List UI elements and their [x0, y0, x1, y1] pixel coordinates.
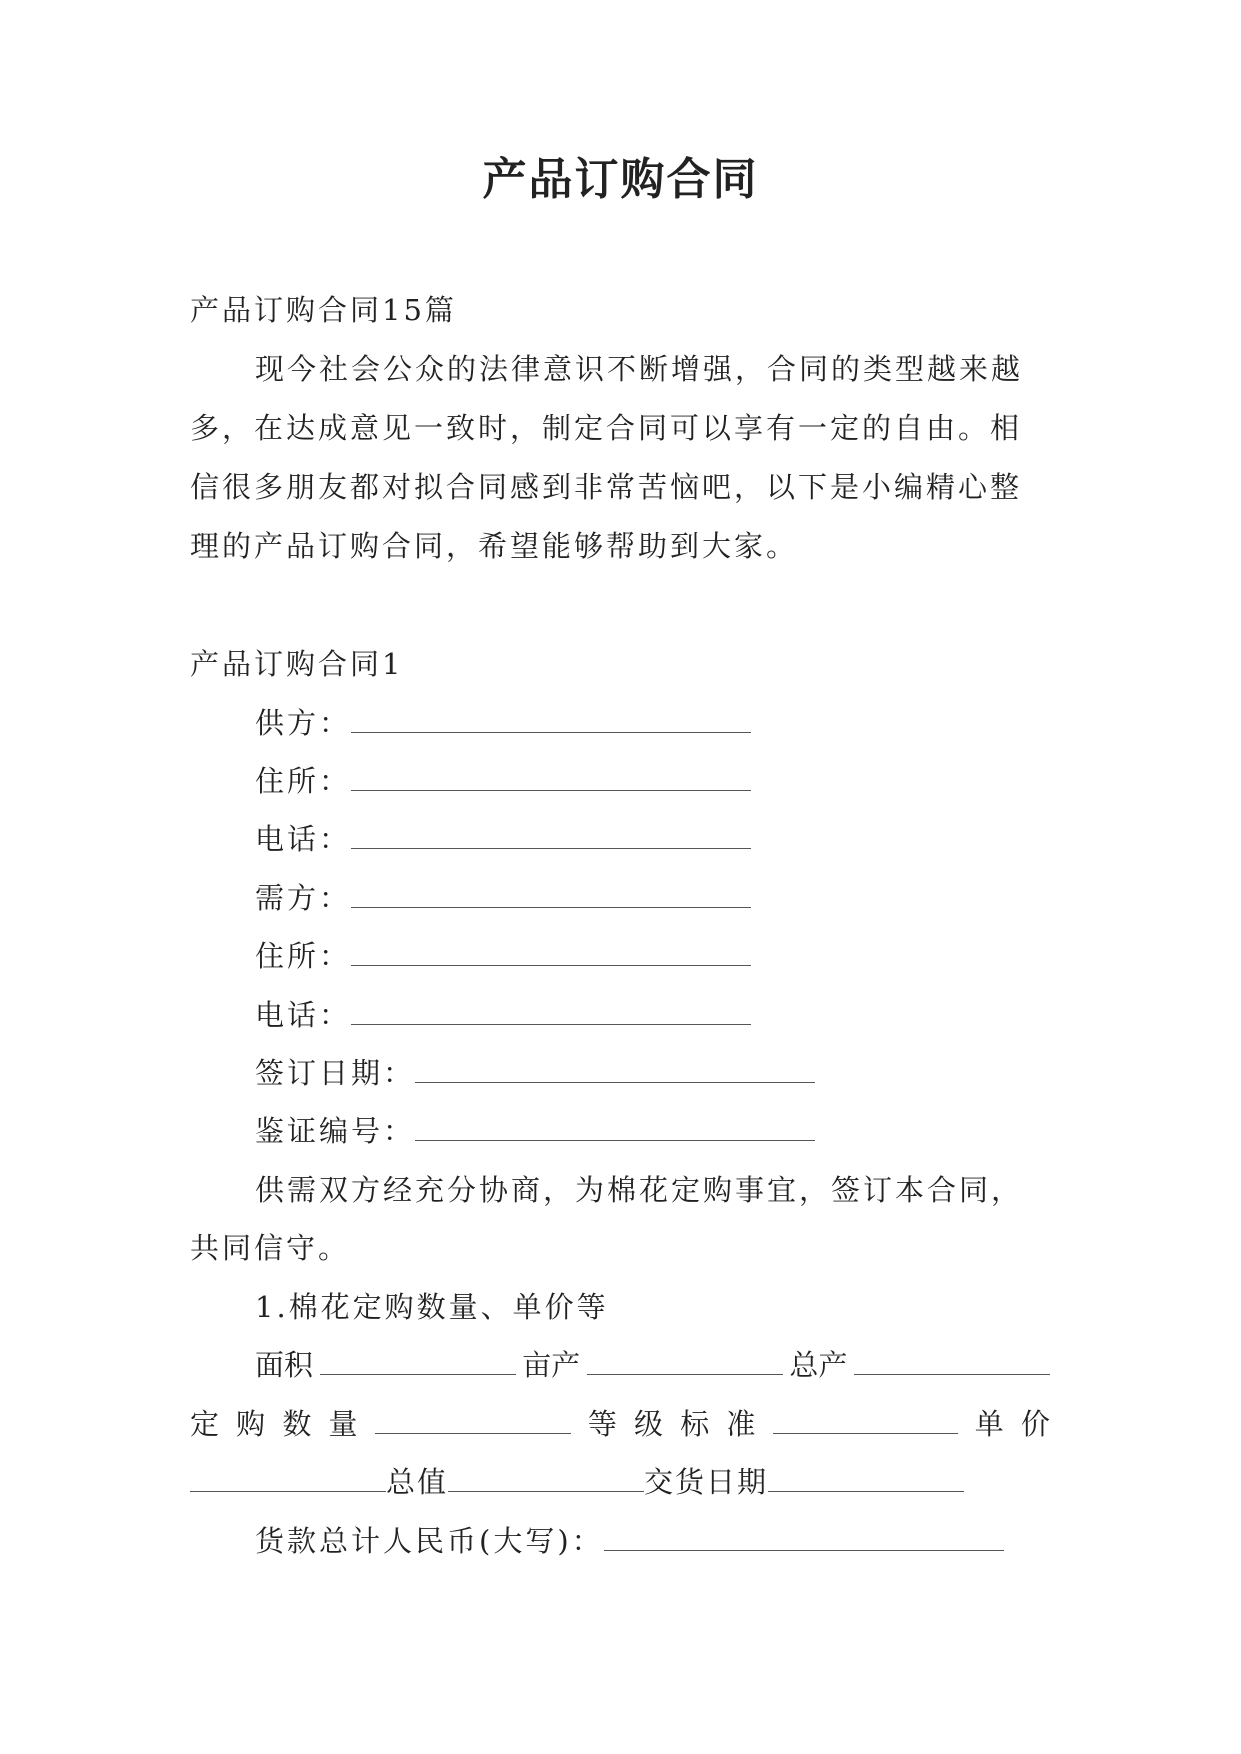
supplier-phone-blank[interactable]	[351, 822, 751, 849]
payment-total-field	[255, 1521, 1004, 1561]
intro-line-1: 现今社会公众的法律意识不断增强，合同的类型越来越	[255, 352, 1024, 386]
buyer-field	[255, 878, 751, 918]
total-output-blank[interactable]	[854, 1348, 1050, 1375]
grade-std-char-3: 标	[680, 1407, 710, 1441]
cert-no-field	[255, 1111, 815, 1151]
order-qty-char-3: 数	[282, 1407, 312, 1441]
yield-per-mu-blank[interactable]	[587, 1348, 783, 1375]
cert-no-label: 鉴证编号：	[255, 1114, 416, 1148]
quantity-row-1	[255, 1345, 1050, 1385]
yield-per-mu-label: 亩产	[522, 1348, 581, 1382]
order-qty-char-1: 定	[190, 1407, 220, 1441]
supplier-address-label: 住所：	[255, 764, 352, 798]
contract-heading: 产品订购合同1	[190, 647, 404, 681]
supplier-address-blank[interactable]	[351, 764, 751, 791]
quantity-row-3	[190, 1462, 964, 1502]
supplier-field	[255, 703, 751, 743]
order-qty-char-4: 量	[328, 1407, 358, 1441]
supplier-phone-field	[255, 819, 751, 859]
document-title: 产品订购合同	[482, 154, 759, 205]
preamble-line-2: 共同信守。	[190, 1231, 351, 1265]
preamble-line-1: 供需双方经充分协商，为棉花定购事宜，签订本合同，	[255, 1173, 1024, 1207]
quantity-row-2	[190, 1404, 1050, 1444]
unit-price-blank[interactable]	[190, 1465, 386, 1492]
supplier-address-field	[255, 761, 751, 801]
unit-price-char-1: 单	[974, 1407, 1004, 1441]
sign-date-field	[255, 1053, 815, 1093]
delivery-date-blank[interactable]	[768, 1465, 964, 1492]
cert-no-blank[interactable]	[415, 1114, 815, 1141]
buyer-address-field	[255, 936, 751, 976]
grade-std-char-4: 准	[726, 1407, 756, 1441]
buyer-phone-label: 电话：	[255, 998, 352, 1032]
total-value-label: 总值	[386, 1465, 449, 1499]
sign-date-label: 签订日期：	[255, 1056, 416, 1090]
buyer-address-label: 住所：	[255, 939, 352, 973]
buyer-address-blank[interactable]	[351, 939, 751, 966]
area-blank[interactable]	[320, 1348, 516, 1375]
supplier-phone-label: 电话：	[255, 822, 352, 856]
grade-std-char-2: 级	[634, 1407, 664, 1441]
buyer-blank[interactable]	[351, 881, 751, 908]
unit-price-char-2: 价	[1020, 1407, 1050, 1441]
buyer-phone-blank[interactable]	[351, 998, 751, 1025]
document-subtitle: 产品订购合同15篇	[190, 293, 457, 327]
order-qty-char-2: 购	[236, 1407, 266, 1441]
area-label: 面积	[255, 1348, 314, 1382]
sign-date-blank[interactable]	[415, 1056, 815, 1083]
clause-1-title: 1.棉花定购数量、单价等	[255, 1290, 609, 1324]
intro-line-3: 信很多朋友都对拟合同感到非常苦恼吧，以下是小编精心整	[190, 470, 1023, 504]
total-output-label: 总产	[789, 1348, 848, 1382]
grade-std-char-1: 等	[587, 1407, 617, 1441]
buyer-phone-field	[255, 995, 751, 1035]
supplier-blank[interactable]	[351, 706, 751, 733]
buyer-label: 需方：	[255, 881, 352, 915]
delivery-date-label: 交货日期	[644, 1465, 769, 1499]
intro-line-2: 多，在达成意见一致时，制定合同可以享有一定的自由。相	[190, 411, 1023, 445]
supplier-label: 供方：	[255, 706, 352, 740]
order-qty-blank[interactable]	[375, 1407, 571, 1434]
total-value-blank[interactable]	[448, 1465, 644, 1492]
grade-std-blank[interactable]	[773, 1407, 958, 1434]
intro-line-4: 理的产品订购合同，希望能够帮助到大家。	[190, 529, 799, 563]
payment-total-blank[interactable]	[604, 1524, 1004, 1551]
payment-total-label: 货款总计人民币(大写)：	[255, 1524, 604, 1558]
